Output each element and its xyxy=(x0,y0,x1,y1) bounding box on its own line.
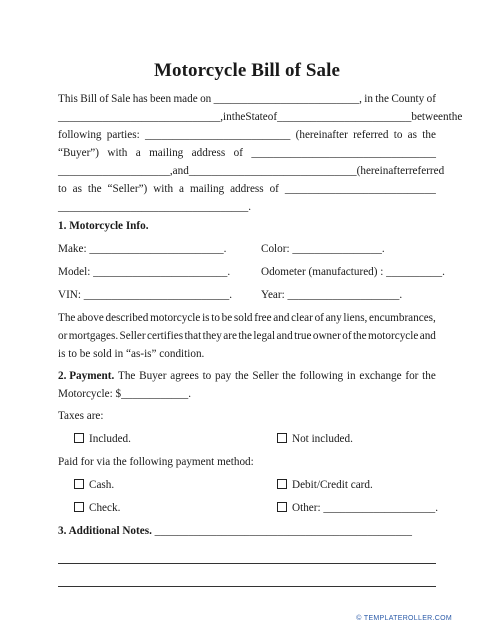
word: as xyxy=(407,129,417,141)
taxes-not-included-option[interactable] xyxy=(277,433,353,446)
word: been xyxy=(150,93,172,105)
word: Sale xyxy=(111,93,131,105)
checkbox-icon[interactable] xyxy=(277,502,287,512)
word: the xyxy=(234,370,249,382)
debit-label: Debit/Credit card. xyxy=(292,479,373,491)
word: __________________________ xyxy=(144,129,291,141)
word: in xyxy=(364,93,373,105)
word: the xyxy=(422,370,436,382)
word: referred xyxy=(353,129,389,141)
word: be xyxy=(221,312,233,324)
word: and xyxy=(419,330,436,342)
word: above xyxy=(77,312,104,324)
odometer-field[interactable]: Odometer (manufactured) : __________. xyxy=(261,266,445,278)
word: the xyxy=(238,330,252,342)
word: legal xyxy=(253,330,276,342)
word: in xyxy=(223,111,232,123)
model-field[interactable]: Model: ________________________. xyxy=(58,266,231,278)
word: of xyxy=(99,93,109,105)
taxes-not-included-label: Not included. xyxy=(292,433,353,445)
word: (hereinafter xyxy=(356,165,409,177)
word: the xyxy=(375,93,389,105)
checkbox-icon[interactable] xyxy=(74,479,84,489)
footer-watermark[interactable]: © TEMPLATEROLLER.COM xyxy=(356,615,452,622)
word: the xyxy=(422,129,436,141)
word: any xyxy=(325,312,342,324)
check-label: Check. xyxy=(89,502,121,514)
word: and xyxy=(172,165,189,177)
word: State xyxy=(245,111,268,123)
word: following xyxy=(58,129,102,141)
word: clear xyxy=(291,312,313,324)
word: (hereinafter xyxy=(295,129,348,141)
taxes-included-label: Included. xyxy=(89,433,131,445)
word: that xyxy=(184,330,202,342)
condition-line-3: is to be sold in “as-is” condition. xyxy=(58,348,205,360)
word: mailing xyxy=(149,147,184,159)
word: the xyxy=(282,370,296,382)
word: to xyxy=(211,312,220,324)
word: agrees xyxy=(170,370,199,382)
word: is xyxy=(202,312,210,324)
word: motorcycle xyxy=(150,312,201,324)
payment-other-option[interactable] xyxy=(277,502,438,515)
word: in xyxy=(346,370,356,382)
condition-line-1 xyxy=(58,312,436,325)
word: Seller xyxy=(119,330,146,342)
section-1-heading: 1. Motorcycle Info. xyxy=(58,220,149,232)
word: to xyxy=(202,370,212,382)
taxes-label: Taxes are: xyxy=(58,410,104,422)
intro-line-7: __________________________________. xyxy=(58,201,251,213)
word: The xyxy=(118,370,136,382)
word: address xyxy=(191,147,226,159)
word: or xyxy=(58,330,68,342)
section-2-heading: 2. Payment. xyxy=(58,370,115,382)
checkbox-icon[interactable] xyxy=(74,502,84,512)
checkbox-icon[interactable] xyxy=(74,433,84,443)
word: on xyxy=(200,93,212,105)
word: certifies xyxy=(147,330,184,342)
word: This xyxy=(58,93,78,105)
word: _________________________________ xyxy=(251,147,436,159)
document-title: Motorcycle Bill of Sale xyxy=(153,60,341,81)
word: for xyxy=(405,370,419,382)
word: exchange xyxy=(359,370,402,382)
word: the xyxy=(231,111,246,123)
word: true xyxy=(294,330,312,342)
vin-field[interactable]: VIN: __________________________. xyxy=(58,289,233,301)
word: ___________________________ xyxy=(284,183,436,195)
word: to xyxy=(58,183,67,195)
word: free xyxy=(254,312,272,324)
word: Bill xyxy=(80,93,98,105)
word: and xyxy=(273,312,290,324)
color-field[interactable]: Color: ________________. xyxy=(261,243,385,255)
word: the xyxy=(448,111,463,123)
word: of xyxy=(233,147,243,159)
word: between xyxy=(411,111,449,123)
word: a xyxy=(179,183,185,195)
payment-method-label: Paid for via the following payment method: xyxy=(58,456,254,468)
word: encumbrances, xyxy=(369,312,436,324)
word: ________________________ xyxy=(277,111,412,123)
intro-line-2 xyxy=(58,111,463,124)
word: to xyxy=(393,129,403,141)
word: with xyxy=(107,147,128,159)
word: ____________________, xyxy=(58,165,173,177)
word: following xyxy=(299,370,344,382)
word: as xyxy=(72,183,82,195)
word: _____________________________, xyxy=(58,111,224,123)
taxes-included-option[interactable] xyxy=(74,433,131,446)
word: of xyxy=(342,330,352,342)
checkbox-icon[interactable] xyxy=(277,479,287,489)
word: made xyxy=(173,93,198,105)
word: sold xyxy=(233,312,253,324)
notes-blank-1[interactable]: ______________________________________________ xyxy=(154,525,412,537)
payment-line-1 xyxy=(58,370,436,383)
section-3-line xyxy=(58,525,412,538)
word: ______________________________ xyxy=(188,165,357,177)
condition-line-2 xyxy=(58,330,436,343)
word: “Buyer”) xyxy=(58,147,99,159)
word: they xyxy=(202,330,222,342)
word: with xyxy=(153,183,174,195)
intro-line-1 xyxy=(58,93,436,106)
word: has xyxy=(132,93,148,105)
word: of xyxy=(426,93,436,105)
word: liens, xyxy=(343,312,368,324)
word: owner xyxy=(312,330,341,342)
word: of xyxy=(269,183,279,195)
word: __________________________, xyxy=(213,93,362,105)
payment-card-option[interactable] xyxy=(277,479,373,492)
word: parties: xyxy=(106,129,140,141)
word: described xyxy=(105,312,149,324)
word: the xyxy=(352,330,367,342)
word: motorcycle xyxy=(368,330,419,342)
payment-check-option[interactable] xyxy=(74,502,120,515)
word: Buyer xyxy=(139,370,167,382)
word: The xyxy=(58,312,76,324)
word: the xyxy=(87,183,102,195)
intro-line-6 xyxy=(58,183,436,196)
intro-line-4 xyxy=(58,147,436,160)
word: address xyxy=(230,183,264,195)
word: mailing xyxy=(189,183,225,195)
word: referred xyxy=(408,165,445,177)
price-field[interactable]: Motorcycle: $____________. xyxy=(58,388,191,400)
notes-rule-3[interactable] xyxy=(58,586,436,587)
word: pay xyxy=(215,370,232,382)
word: County xyxy=(391,93,425,105)
word: “Seller”) xyxy=(107,183,148,195)
word: Seller xyxy=(252,370,279,382)
word: of xyxy=(267,111,278,123)
word: are xyxy=(223,330,237,342)
word: a xyxy=(135,147,141,159)
word: of xyxy=(314,312,324,324)
payment-cash-option[interactable] xyxy=(74,479,114,492)
checkbox-icon[interactable] xyxy=(277,433,287,443)
section-3-heading: 3. Additional Notes. xyxy=(58,525,152,537)
intro-line-5 xyxy=(58,165,445,178)
notes-rule-2[interactable] xyxy=(58,563,436,564)
make-field[interactable]: Make: ________________________. xyxy=(58,243,227,255)
word: and xyxy=(276,330,293,342)
word: mortgages. xyxy=(68,330,119,342)
other-label: Other: ____________________. xyxy=(292,502,439,514)
cash-label: Cash. xyxy=(89,479,115,491)
intro-line-3 xyxy=(58,129,436,142)
year-field[interactable]: Year: ____________________. xyxy=(261,289,403,301)
